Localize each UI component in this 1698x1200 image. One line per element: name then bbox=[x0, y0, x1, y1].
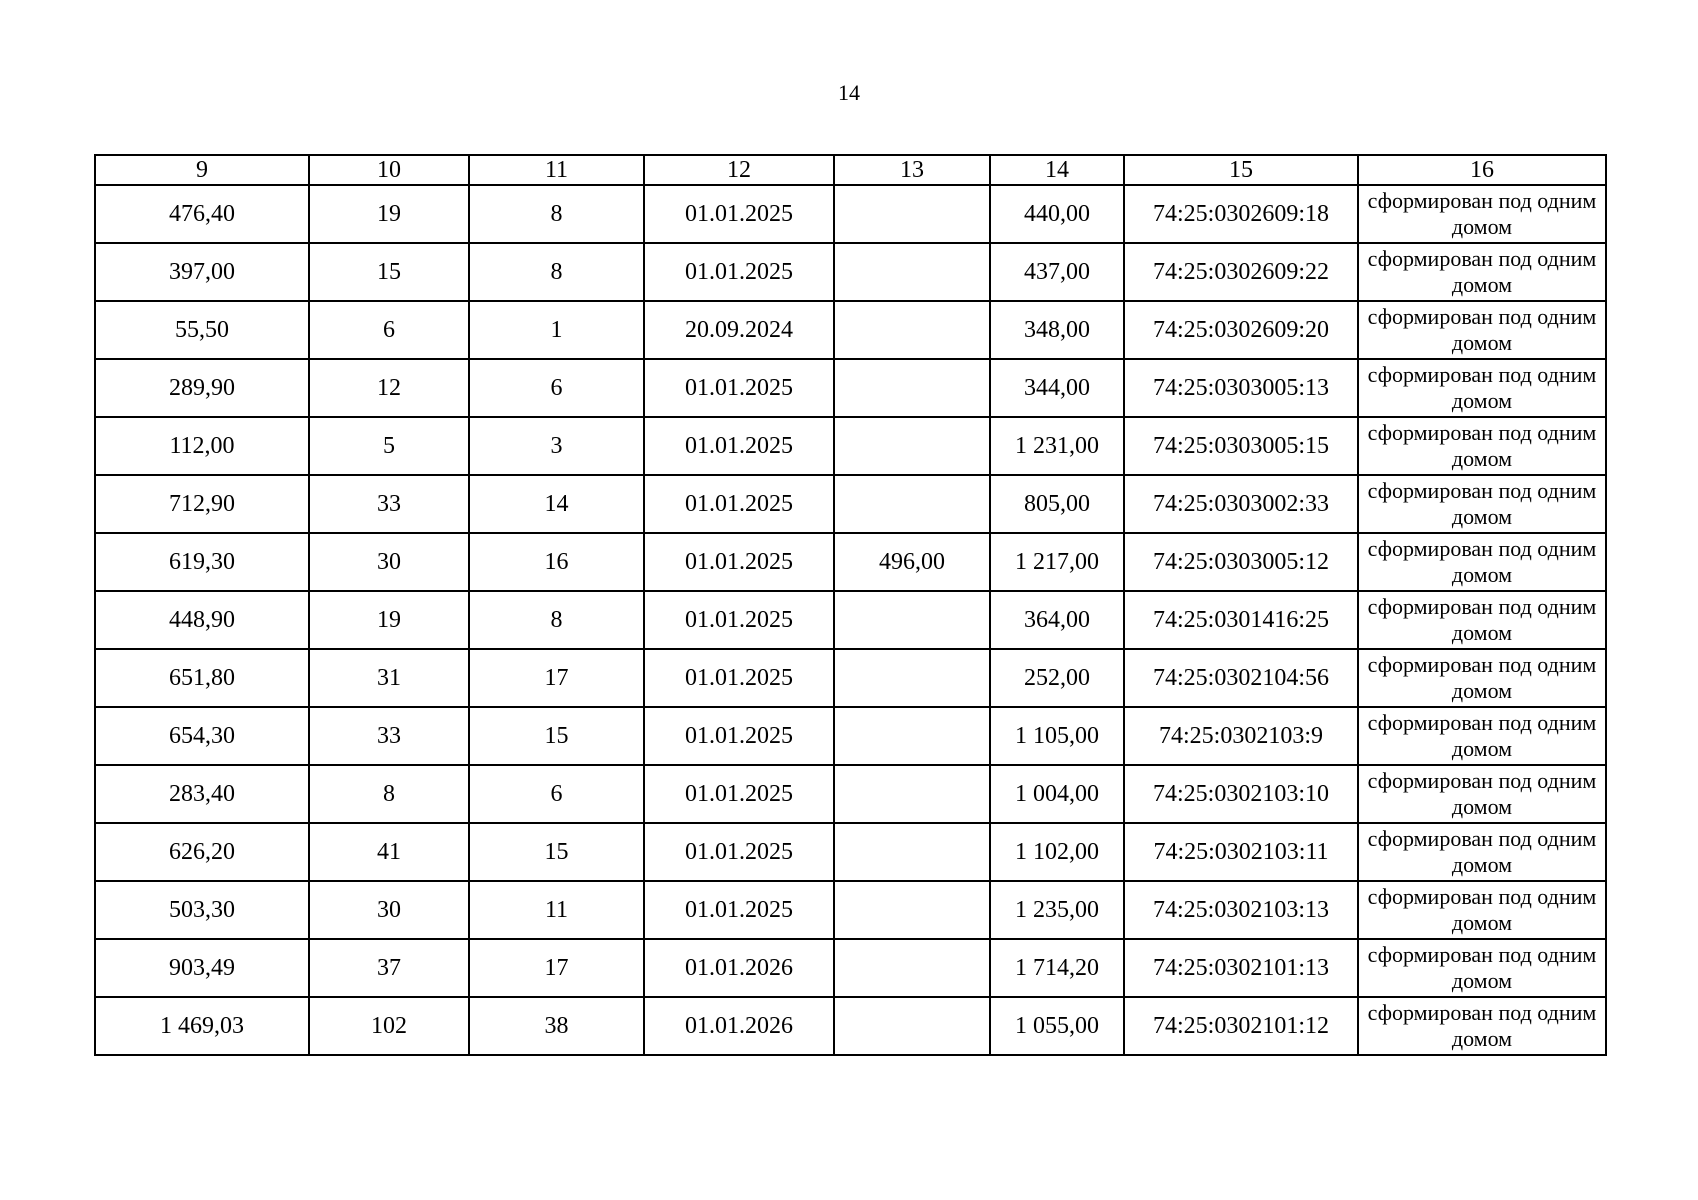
table-cell: 112,00 bbox=[95, 417, 309, 475]
table-cell: 74:25:0303005:13 bbox=[1124, 359, 1358, 417]
table-cell: сформирован под одним домом bbox=[1358, 939, 1606, 997]
table-cell: сформирован под одним домом bbox=[1358, 765, 1606, 823]
table-cell: 31 bbox=[309, 649, 469, 707]
table-cell: 37 bbox=[309, 939, 469, 997]
table-cell: 1 055,00 bbox=[990, 997, 1124, 1055]
column-header: 10 bbox=[309, 155, 469, 185]
table-cell bbox=[834, 997, 990, 1055]
table-cell: 41 bbox=[309, 823, 469, 881]
table-cell: 74:25:0302101:13 bbox=[1124, 939, 1358, 997]
column-header: 16 bbox=[1358, 155, 1606, 185]
table-cell: 01.01.2025 bbox=[644, 591, 834, 649]
table-cell: 74:25:0302103:10 bbox=[1124, 765, 1358, 823]
table-cell: 38 bbox=[469, 997, 644, 1055]
column-header: 9 bbox=[95, 155, 309, 185]
table-row bbox=[95, 591, 1606, 649]
table-cell: 654,30 bbox=[95, 707, 309, 765]
table-cell: 6 bbox=[469, 765, 644, 823]
table-cell: 74:25:0303005:12 bbox=[1124, 533, 1358, 591]
table-row bbox=[95, 765, 1606, 823]
table-cell: 74:25:0302103:13 bbox=[1124, 881, 1358, 939]
header-row bbox=[95, 155, 1606, 185]
table-cell: 252,00 bbox=[990, 649, 1124, 707]
data-table bbox=[94, 154, 1607, 1056]
table-row bbox=[95, 997, 1606, 1055]
table-cell: 15 bbox=[309, 243, 469, 301]
table-body bbox=[95, 185, 1606, 1055]
table-cell: 6 bbox=[309, 301, 469, 359]
table-cell: 74:25:0302103:9 bbox=[1124, 707, 1358, 765]
table-cell: 1 217,00 bbox=[990, 533, 1124, 591]
table-cell: 8 bbox=[469, 591, 644, 649]
table-row bbox=[95, 243, 1606, 301]
table-cell: 496,00 bbox=[834, 533, 990, 591]
table-cell: сформирован под одним домом bbox=[1358, 997, 1606, 1055]
table-cell: 15 bbox=[469, 707, 644, 765]
table-cell: сформирован под одним домом bbox=[1358, 475, 1606, 533]
table-cell: 364,00 bbox=[990, 591, 1124, 649]
column-header: 13 bbox=[834, 155, 990, 185]
table-cell: 805,00 bbox=[990, 475, 1124, 533]
table-cell: сформирован под одним домом bbox=[1358, 417, 1606, 475]
table-cell: 01.01.2025 bbox=[644, 707, 834, 765]
table-cell: сформирован под одним домом bbox=[1358, 881, 1606, 939]
table-cell: 1 bbox=[469, 301, 644, 359]
table-cell: 11 bbox=[469, 881, 644, 939]
table-cell: сформирован под одним домом bbox=[1358, 707, 1606, 765]
table-cell: 74:25:0302609:22 bbox=[1124, 243, 1358, 301]
table-cell: 74:25:0302104:56 bbox=[1124, 649, 1358, 707]
table-cell: 3 bbox=[469, 417, 644, 475]
table-cell: 289,90 bbox=[95, 359, 309, 417]
table-cell: 55,50 bbox=[95, 301, 309, 359]
table-cell bbox=[834, 359, 990, 417]
table-cell bbox=[834, 185, 990, 243]
table-cell: 651,80 bbox=[95, 649, 309, 707]
table-header bbox=[95, 155, 1606, 185]
table-cell: 33 bbox=[309, 475, 469, 533]
table-cell: 344,00 bbox=[990, 359, 1124, 417]
table-cell: 01.01.2025 bbox=[644, 881, 834, 939]
table-row bbox=[95, 707, 1606, 765]
table-row bbox=[95, 881, 1606, 939]
table-cell: 8 bbox=[309, 765, 469, 823]
table-cell: 19 bbox=[309, 185, 469, 243]
table-cell: 19 bbox=[309, 591, 469, 649]
table-cell: сформирован под одним домом bbox=[1358, 823, 1606, 881]
column-header: 11 bbox=[469, 155, 644, 185]
table-cell: сформирован под одним домом bbox=[1358, 649, 1606, 707]
table-row bbox=[95, 301, 1606, 359]
table-cell: 01.01.2025 bbox=[644, 649, 834, 707]
table-cell: 74:25:0303002:33 bbox=[1124, 475, 1358, 533]
table-cell: 74:25:0302609:18 bbox=[1124, 185, 1358, 243]
table-cell: 14 bbox=[469, 475, 644, 533]
table-cell: 619,30 bbox=[95, 533, 309, 591]
table-row bbox=[95, 823, 1606, 881]
table-cell: 01.01.2025 bbox=[644, 185, 834, 243]
table-cell bbox=[834, 881, 990, 939]
table-cell: 283,40 bbox=[95, 765, 309, 823]
table-cell bbox=[834, 649, 990, 707]
table-cell: 476,40 bbox=[95, 185, 309, 243]
table-cell: 01.01.2025 bbox=[644, 359, 834, 417]
table-cell: сформирован под одним домом bbox=[1358, 591, 1606, 649]
table-cell: 348,00 bbox=[990, 301, 1124, 359]
table-cell: 01.01.2026 bbox=[644, 997, 834, 1055]
table-cell: сформирован под одним домом bbox=[1358, 185, 1606, 243]
column-header: 12 bbox=[644, 155, 834, 185]
table-row bbox=[95, 359, 1606, 417]
table-cell: 6 bbox=[469, 359, 644, 417]
table-cell: 30 bbox=[309, 881, 469, 939]
table-row bbox=[95, 939, 1606, 997]
table-cell: 1 469,03 bbox=[95, 997, 309, 1055]
table-cell: сформирован под одним домом bbox=[1358, 359, 1606, 417]
table-row bbox=[95, 649, 1606, 707]
table-cell: 30 bbox=[309, 533, 469, 591]
table-cell: 01.01.2026 bbox=[644, 939, 834, 997]
table-cell: 1 004,00 bbox=[990, 765, 1124, 823]
table-cell: 102 bbox=[309, 997, 469, 1055]
table-cell bbox=[834, 823, 990, 881]
table-cell: 5 bbox=[309, 417, 469, 475]
table-cell bbox=[834, 591, 990, 649]
table-cell: 397,00 bbox=[95, 243, 309, 301]
table-cell: 626,20 bbox=[95, 823, 309, 881]
table-cell: 01.01.2025 bbox=[644, 475, 834, 533]
table-cell: 01.01.2025 bbox=[644, 823, 834, 881]
table-cell: 440,00 bbox=[990, 185, 1124, 243]
table-cell: 17 bbox=[469, 649, 644, 707]
table-cell: 01.01.2025 bbox=[644, 417, 834, 475]
table-cell: 17 bbox=[469, 939, 644, 997]
table-cell: 1 105,00 bbox=[990, 707, 1124, 765]
table-cell bbox=[834, 475, 990, 533]
table-cell: 448,90 bbox=[95, 591, 309, 649]
table-row bbox=[95, 475, 1606, 533]
table-row bbox=[95, 533, 1606, 591]
table-cell: 12 bbox=[309, 359, 469, 417]
table-cell: 74:25:0303005:15 bbox=[1124, 417, 1358, 475]
table-cell bbox=[834, 765, 990, 823]
table-cell: 8 bbox=[469, 185, 644, 243]
table-cell: сформирован под одним домом bbox=[1358, 533, 1606, 591]
table-cell bbox=[834, 939, 990, 997]
table-cell: 01.01.2025 bbox=[644, 765, 834, 823]
table-cell: сформирован под одним домом bbox=[1358, 243, 1606, 301]
column-header: 14 bbox=[990, 155, 1124, 185]
table-cell: 33 bbox=[309, 707, 469, 765]
table-cell: 74:25:0302101:12 bbox=[1124, 997, 1358, 1055]
table-cell: 1 235,00 bbox=[990, 881, 1124, 939]
table-cell bbox=[834, 301, 990, 359]
column-header: 15 bbox=[1124, 155, 1358, 185]
table-cell: 74:25:0302609:20 bbox=[1124, 301, 1358, 359]
table-cell: 01.01.2025 bbox=[644, 533, 834, 591]
table-cell: 1 102,00 bbox=[990, 823, 1124, 881]
table-cell: 8 bbox=[469, 243, 644, 301]
table-cell: 74:25:0301416:25 bbox=[1124, 591, 1358, 649]
table-row bbox=[95, 417, 1606, 475]
table-cell: 15 bbox=[469, 823, 644, 881]
table-cell: 1 714,20 bbox=[990, 939, 1124, 997]
table-cell: 503,30 bbox=[95, 881, 309, 939]
table-cell bbox=[834, 417, 990, 475]
table-cell: сформирован под одним домом bbox=[1358, 301, 1606, 359]
table-cell: 01.01.2025 bbox=[644, 243, 834, 301]
table-cell: 712,90 bbox=[95, 475, 309, 533]
table-cell: 903,49 bbox=[95, 939, 309, 997]
page-number: 14 bbox=[838, 80, 860, 105]
table-row bbox=[95, 185, 1606, 243]
table-cell: 16 bbox=[469, 533, 644, 591]
table-cell bbox=[834, 243, 990, 301]
table-cell: 437,00 bbox=[990, 243, 1124, 301]
table-cell: 74:25:0302103:11 bbox=[1124, 823, 1358, 881]
table-cell bbox=[834, 707, 990, 765]
table-cell: 20.09.2024 bbox=[644, 301, 834, 359]
table-cell: 1 231,00 bbox=[990, 417, 1124, 475]
